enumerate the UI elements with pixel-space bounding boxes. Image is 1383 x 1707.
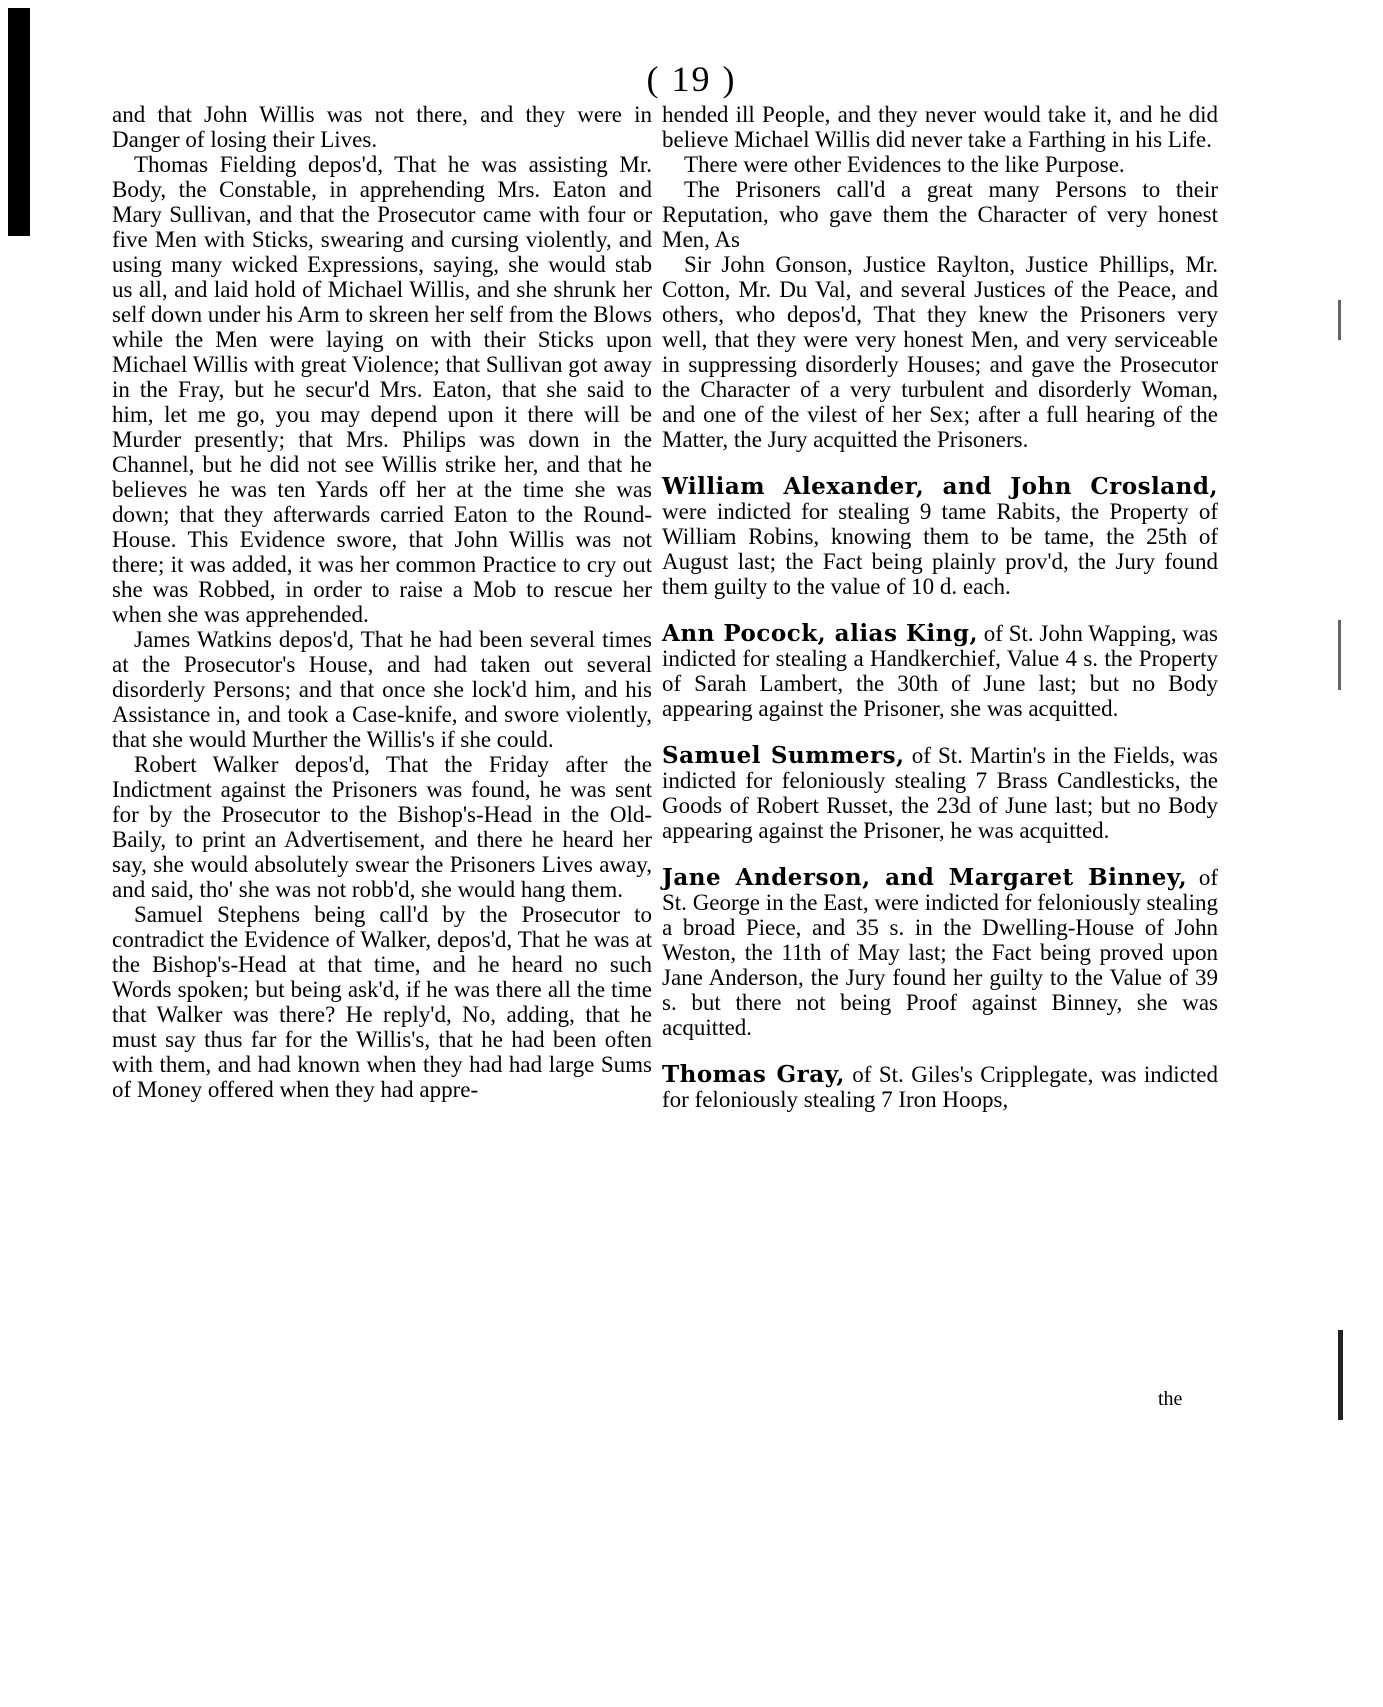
paragraph: James Watkins depos'd, That he had been several times at the Prosecutor's House, and had taken out several disorderly Persons; and that once she lock'd him, and his Assistance in, and took a Case-knife, and swore violently, that she would Murther the Willis's if she could. [112, 627, 652, 752]
case-text: were indicted for stealing 9 tame Rabits, the Property of William Robins, knowing them to be tame, the 25th of August last; the Fact being plainly prov'd, the Jury found them guilty to the value of 10 d. each. [662, 499, 1218, 599]
scan-edge-mark [1338, 620, 1341, 690]
defendant-names: Jane Anderson, and Margaret Binney, [662, 864, 1188, 891]
scan-edge-mark [1338, 300, 1341, 340]
case-entry [662, 865, 1218, 1040]
case-text: of St. George in the East, were indicted for feloniously stealing a broad Piece, and 35 s. in the Dwelling-House of John Weston, the 11th of May last; the Fact being proved upon Jane Anderson, the Jury found her guilty to the Value of 39 s. but there not being Proof against Binney, she was acquitted. [662, 865, 1219, 1040]
case-entry [662, 474, 1218, 599]
case-text: of St. John Wapping, was indicted for stealing a Handkerchief, Value 4 s. the Property of Sarah Lambert, the 30th of June last; but no Body appearing against the Prisoner, she was acquitted. [662, 621, 1218, 721]
catchword: the [1158, 1388, 1183, 1410]
case-text: of St. Giles's Cripplegate, was indicted for feloniously stealing 7 Iron Hoops, [662, 1062, 1218, 1112]
paragraph: There were other Evidences to the like Purpose. [684, 152, 1125, 177]
scan-edge-mark [1338, 1330, 1343, 1420]
paragraph: Samuel Stephens being call'd by the Prosecutor to contradict the Evidence of Walker, depos'd, That he was at the Bishop's-Head at that time, and he heard no such Words spoken; but being ask'd, if he was there all the time that Walker was there? He reply'd, No, adding, that he must say thus far for the Willis's, that he had been often with them, and had known when they had had large Sums of Money offered when they had appre- [112, 902, 652, 1102]
paragraph: and that John Willis was not there, and they were in Danger of losing their Lives. [112, 102, 652, 152]
defendant-names: William Alexander, and John Crosland, [662, 473, 1218, 500]
case-entry [662, 621, 1218, 721]
right-column [662, 102, 1218, 1112]
paragraph: The Prisoners call'd a great many Persons to their Reputation, who gave them the Character of very honest Men, As [662, 177, 1218, 252]
paragraph: Thomas Fielding depos'd, That he was assisting Mr. Body, the Constable, in apprehending Mrs. Eaton and Mary Sullivan, and that the Prosecutor came with four or five Men with Sticks, swearing and cursing violently, and using many wicked Expressions, saying, she would stab us all, and laid hold of Michael Willis, and she shrunk her self down under his Arm to skreen her self from the Blows while the Men were laying on with their Sticks upon Michael Willis with great Violence; that Sullivan got away in the Fray, but he secur'd Mrs. Eaton, that she said to him, let me go, you may depend upon it there will be Murder presently; that Mrs. Philips was down in the Channel, but he did not see Willis strike her, and that he believes he was ten Yards off her at the time she was down; that they afterwards carried Eaton to the Round-House. This Evidence swore, that John Willis was not there; it was added, it was her common Practice to cry out she was Robbed, in order to raise a Mob to rescue her when she was apprehended. [112, 152, 652, 627]
paragraph: Sir John Gonson, Justice Raylton, Justice Phillips, Mr. Cotton, Mr. Du Val, and several Justices of the Peace, and others, who depos'd, That they knew the Prisoners very well, that they were very honest Men, and very serviceable in suppressing disorderly Houses; and gave the Prosecutor the Character of a very turbulent and disorderly Woman, and one of the vilest of her Sex; after a full hearing of the Matter, the Jury acquitted the Prisoners. [662, 252, 1218, 452]
case-entry [662, 1062, 1218, 1112]
case-text: of St. Martin's in the Fields, was indicted for feloniously stealing 7 Brass Candlesticks, the Goods of Robert Russet, the 23d of June last; but no Body appearing against the Prisoner, he was acquitted. [662, 743, 1218, 843]
left-column [112, 102, 652, 1102]
defendant-names: Thomas Gray, [662, 1061, 845, 1088]
page-number: ( 19 ) [646, 59, 737, 99]
paragraph: Robert Walker depos'd, That the Friday after the Indictment against the Prisoners was found, he was sent for by the Prosecutor to the Bishop's-Head in the Old-Baily, to print an Advertisement, and there he heard her say, she would absolutely swear the Prisoners Lives away, and said, tho' she was not robb'd, she would hang them. [112, 752, 652, 902]
defendant-names: Ann Pocock, alias King, [662, 620, 978, 647]
case-entry [662, 743, 1218, 843]
scan-edge-bar [8, 8, 30, 236]
defendant-names: Samuel Summers, [662, 742, 905, 769]
paragraph: hended ill People, and they never would take it, and he did believe Michael Willis did never take a Farthing in his Life. [662, 102, 1218, 152]
